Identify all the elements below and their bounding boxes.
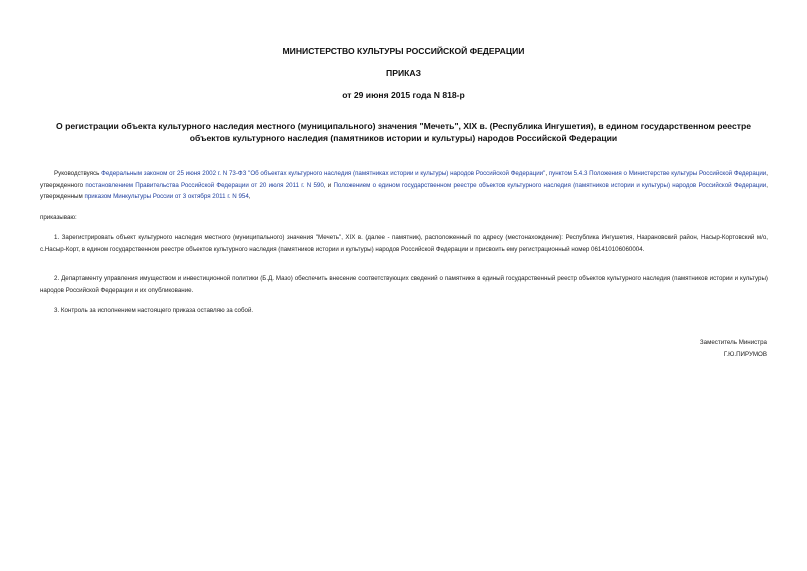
signer-name: Г.Ю.ПИРУМОВ <box>723 350 767 358</box>
order-word: приказываю: <box>40 214 77 221</box>
order-item-3: 3. Контроль за исполнением настоящего приказа оставляю за собой. <box>54 307 254 314</box>
link-registry-regulation[interactable]: Положением о едином государственном реестре объектов культурного наследия (памятников истории и культуры) народов Российской Федерации <box>333 181 767 189</box>
document-title: О регистрации объекта культурного наследия местного (муниципального) значения "Мечеть", XIX в. (Республика Ингушетия), в едином государственном реестре объектов культурного наследия (памятников истории и культуры) народов Российской Федерации <box>56 121 751 143</box>
signer-position: Заместитель Министра <box>699 339 767 346</box>
ministry-heading: МИНИСТЕРСТВО КУЛЬТУРЫ РОССИЙСКОЙ ФЕДЕРАЦИИ <box>282 46 525 56</box>
link-government-decree[interactable]: постановлением Правительства Российской Федерации от 20 июля 2011 г. N 590 <box>85 181 324 189</box>
preamble-text: , утвержденного <box>40 170 768 189</box>
doc-type-heading: ПРИКАЗ <box>386 68 421 78</box>
preamble-text: , утвержденным <box>40 181 768 200</box>
preamble-text: , <box>248 193 251 200</box>
order-item-2: 2. Департаменту управления имуществом и инвестиционной политики (Б.Д. Мазо) обеспечить внесение соответствующих сведений о памятнике в единый государственный реестр объектов культурного наследия (памятников истории и культуры) народов Российской Федерации и их опубликование. <box>40 275 768 294</box>
preamble-text: , <box>545 170 549 177</box>
order-item-1: 1. Зарегистрировать объект культурного наследия местного (муниципального) значения "Мечеть", XIX в. (далее - памятник), расположенный по адресу (местонахождение): Республика Ингушетия, Назрановский район, Насыр-Кортовский м/о, с.Насыр-Корт, в едином государственном реестре объектов культурного наследия (памятников истории и культуры) народов Российской Федерации и присвоить ему регистрационный номер 061410106060004. <box>40 234 768 253</box>
preamble-paragraph <box>40 168 768 203</box>
link-regulation-point[interactable]: пунктом 5.4.3 Положения о Министерстве культуры Российской Федерации <box>548 170 767 177</box>
doc-date-number: от 29 июня 2015 года N 818-р <box>342 90 465 100</box>
link-ministry-order[interactable]: приказом Минкультуры России от 3 октября 2011 г. N 954 <box>84 193 249 200</box>
preamble-text: Руководствуясь <box>54 170 102 177</box>
preamble-text: , и <box>323 181 334 189</box>
signature-block <box>700 337 767 360</box>
link-federal-law[interactable]: Федеральным законом от 25 июня 2002 г. N 73-ФЗ "Об объектах культурного наследия (памятниках истории и культуры) народов Российской Федерации" <box>101 170 546 177</box>
